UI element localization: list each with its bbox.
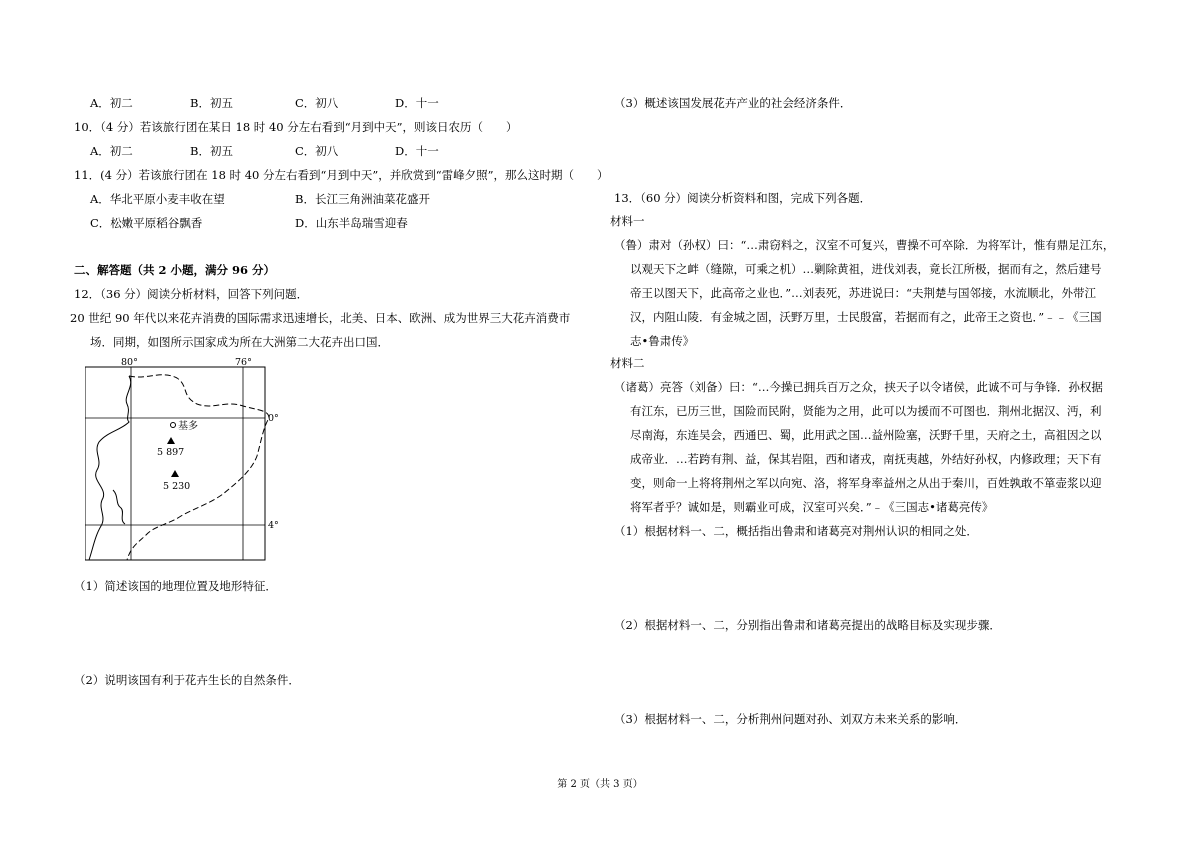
q12-subquestion-2: （2）说明该国有利于花卉生长的自然条件． xyxy=(74,673,300,687)
q11-option-d: D．山东半岛瑞雪迎春 xyxy=(295,216,408,230)
lon-right-label: 76° xyxy=(235,357,252,368)
q11-stem: 11．(4 分）若该旅行团在 18 时 40 分左右看到“月到中天”，并欣赏到“雷峰夕照”，那么这时期（ ） xyxy=(74,168,609,182)
lon-left-label: 80° xyxy=(121,357,138,368)
gulf-coast xyxy=(113,490,125,524)
q13-subquestion-2: （2）根据材料一、二，分别指出鲁肃和诸葛亮提出的战略目标及实现步骤． xyxy=(614,618,1001,632)
q12-subquestion-3: （3）概述该国发展花卉产业的社会经济条件． xyxy=(614,96,852,110)
peak1-label: 5 897 xyxy=(157,447,185,458)
q12-text-line-2: 场．同期，如图所示国家成为所在大洲第二大花卉出口国． xyxy=(90,335,389,349)
q9-option-a: A．初二 xyxy=(90,96,133,110)
material2-line-2: 有江东，已历三世，国险而民附，贤能为之用，此可以为援而不可图也．荆州北据汉、沔，利 xyxy=(630,404,1102,418)
material1-line-4: 汉，内阻山陵．有金城之固，沃野万里，士民殷富，若据而有之，此帝王之资也．”﹣﹣《三国 xyxy=(630,310,1102,324)
q11-option-b: B．长江三角洲油菜花盛开 xyxy=(295,192,430,206)
coastline xyxy=(89,376,131,560)
lat-bottom-label: 4° xyxy=(268,520,279,531)
q12-stem: 12．（36 分）阅读分析材料，回答下列问题． xyxy=(74,287,309,301)
capital-marker xyxy=(171,423,176,428)
q13-subquestion-1: （1）根据材料一、二，概括指出鲁肃和诸葛亮对荆州认识的相同之处． xyxy=(614,524,978,538)
material1-line-1: （鲁）肃对（孙权）曰：“…肃窃料之，汉室不可复兴，曹操不可卒除．为将军计，惟有鼎足江东， xyxy=(614,238,1115,252)
material2-line-4: 成帝业．…若跨有荆、益，保其岩阻，西和诸戎，南抚夷越，外结好孙权，内修政理；天下有 xyxy=(630,452,1102,466)
material2-line-3: 尽南海，东连吴会，西通巴、蜀，此用武之国…益州险塞，沃野千里，天府之土，高祖因之以 xyxy=(630,428,1102,442)
q10-stem: 10．（4 分）若该旅行团在某日 18 时 40 分左右看到“月到中天”，则该日农历（ ） xyxy=(74,120,518,134)
peak-icon-2 xyxy=(171,470,179,477)
map-frame xyxy=(85,367,265,560)
q10-option-d: D．十一 xyxy=(395,144,439,158)
material2-label: 材料二 xyxy=(610,356,645,370)
national-border xyxy=(127,375,269,560)
peak-icon-1 xyxy=(167,437,175,444)
material1-line-5: 志•鲁肃传》 xyxy=(630,334,695,348)
q12-subquestion-1: （1）简述该国的地理位置及地形特征． xyxy=(74,579,277,593)
q11-option-c: C．松嫩平原稻谷飘香 xyxy=(90,216,203,230)
q9-option-b: B．初五 xyxy=(190,96,233,110)
page-footer: 第 2 页（共 3 页） xyxy=(557,779,643,790)
material2-line-5: 变，则命一上将将荆州之军以向宛、洛，将军身率益州之从出于秦川，百姓孰敢不箪壶浆以迎 xyxy=(630,476,1102,490)
lat-top-label: 0° xyxy=(268,413,279,424)
country-map xyxy=(85,356,285,568)
q9-option-d: D．十一 xyxy=(395,96,439,110)
material1-line-3: 帝王以图天下，此高帝之业也．”…刘表死，苏进说曰：“夫荆楚与国邻接，水流顺北，外带江 xyxy=(630,286,1097,300)
material1-line-2: 以观天下之衅（缝隙，可乘之机）…剿除黄祖，进伐刘表，竟长江所极，据而有之，然后建号 xyxy=(630,262,1102,276)
peak2-label: 5 230 xyxy=(163,481,191,492)
city-label: 基多 xyxy=(178,421,198,432)
q10-option-c: C．初八 xyxy=(295,144,339,158)
q9-option-c: C．初八 xyxy=(295,96,339,110)
material2-line-1: （诸葛）亮答（刘备）曰：“…今操已拥兵百万之众，挟天子以令诸侯，此诚不可与争锋．孙权据 xyxy=(614,380,1103,394)
q10-option-b: B．初五 xyxy=(190,144,233,158)
q13-subquestion-3: （3）根据材料一、二，分析荆州问题对孙、刘双方未来关系的影响． xyxy=(614,712,967,726)
q11-option-a: A．华北平原小麦丰收在望 xyxy=(90,192,225,206)
q12-text-line-1: 20 世纪 90 年代以来花卉消费的国际需求迅速增长，北美、日本、欧洲、成为世界三大花卉消费市 xyxy=(70,311,571,325)
section-title: 二、解答题（共 2 小题，满分 96 分） xyxy=(74,263,276,277)
material1-label: 材料一 xyxy=(610,214,645,228)
material2-line-6: 将军者乎？诚如是，则霸业可成，汉室可兴矣．”﹣《三国志•诸葛亮传》 xyxy=(630,500,994,514)
q10-option-a: A．初二 xyxy=(90,144,133,158)
q13-stem: 13．（60 分）阅读分析资料和图，完成下列各题． xyxy=(614,191,872,205)
